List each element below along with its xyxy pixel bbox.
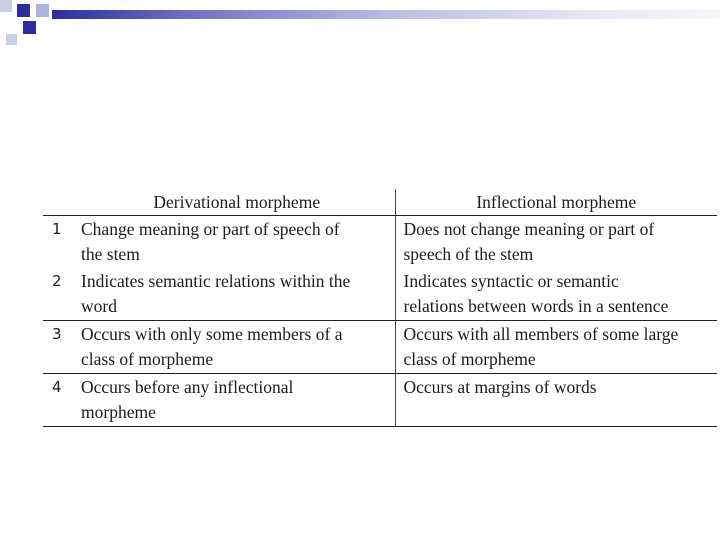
cell-text-line: class of morpheme <box>403 349 536 369</box>
table-header-row <box>43 189 717 216</box>
inflectional-cell <box>395 374 717 427</box>
row-number: 2 <box>43 268 79 321</box>
cell-text-line: class of morpheme <box>81 349 214 369</box>
table-row <box>43 216 717 269</box>
cell-text-line: Indicates semantic relations within the <box>81 271 351 291</box>
header-inflectional: Inflectional morpheme <box>395 189 717 216</box>
cell-text-line <box>404 400 714 425</box>
table-row <box>43 321 717 374</box>
comparison-table-container <box>43 189 717 427</box>
header-number <box>43 189 79 216</box>
decor-square <box>36 4 49 17</box>
decor-square <box>17 4 30 17</box>
derivational-cell <box>79 216 395 269</box>
inflectional-cell <box>395 321 717 374</box>
derivational-cell <box>79 268 395 321</box>
cell-text-line: Occurs before any inflectional <box>81 377 294 397</box>
cell-text-line: morpheme <box>81 402 156 422</box>
derivational-cell <box>79 321 395 374</box>
header-gradient-bar <box>52 10 720 19</box>
cell-text-line: Does not change meaning or part of <box>403 219 655 239</box>
cell-text-line: Indicates syntactic or semantic <box>403 271 619 291</box>
inflectional-cell <box>395 216 717 269</box>
cell-text-line: Occurs with only some members of a <box>81 324 343 344</box>
decor-square <box>0 0 12 12</box>
cell-text-line: Occurs at margins of words <box>403 377 597 397</box>
row-number: 3 <box>43 321 79 374</box>
cell-text-line: the stem <box>81 244 140 264</box>
cell-text-line: Occurs with all members of some large <box>403 324 679 344</box>
cell-text-line: speech of the stem <box>403 244 534 264</box>
cell-text-line: relations between words in a sentence <box>403 296 669 316</box>
table-row <box>43 374 717 427</box>
cell-text-line: Change meaning or part of speech of <box>81 219 340 239</box>
row-number: 4 <box>43 374 79 427</box>
header-derivational: Derivational morpheme <box>79 189 395 216</box>
decor-square <box>6 34 17 45</box>
morpheme-comparison-table <box>43 189 717 427</box>
inflectional-cell <box>395 268 717 321</box>
table-row <box>43 268 717 321</box>
cell-text-line: word <box>81 296 117 316</box>
decor-square <box>23 21 36 34</box>
row-number: 1 <box>52 220 62 238</box>
derivational-cell <box>79 374 395 427</box>
